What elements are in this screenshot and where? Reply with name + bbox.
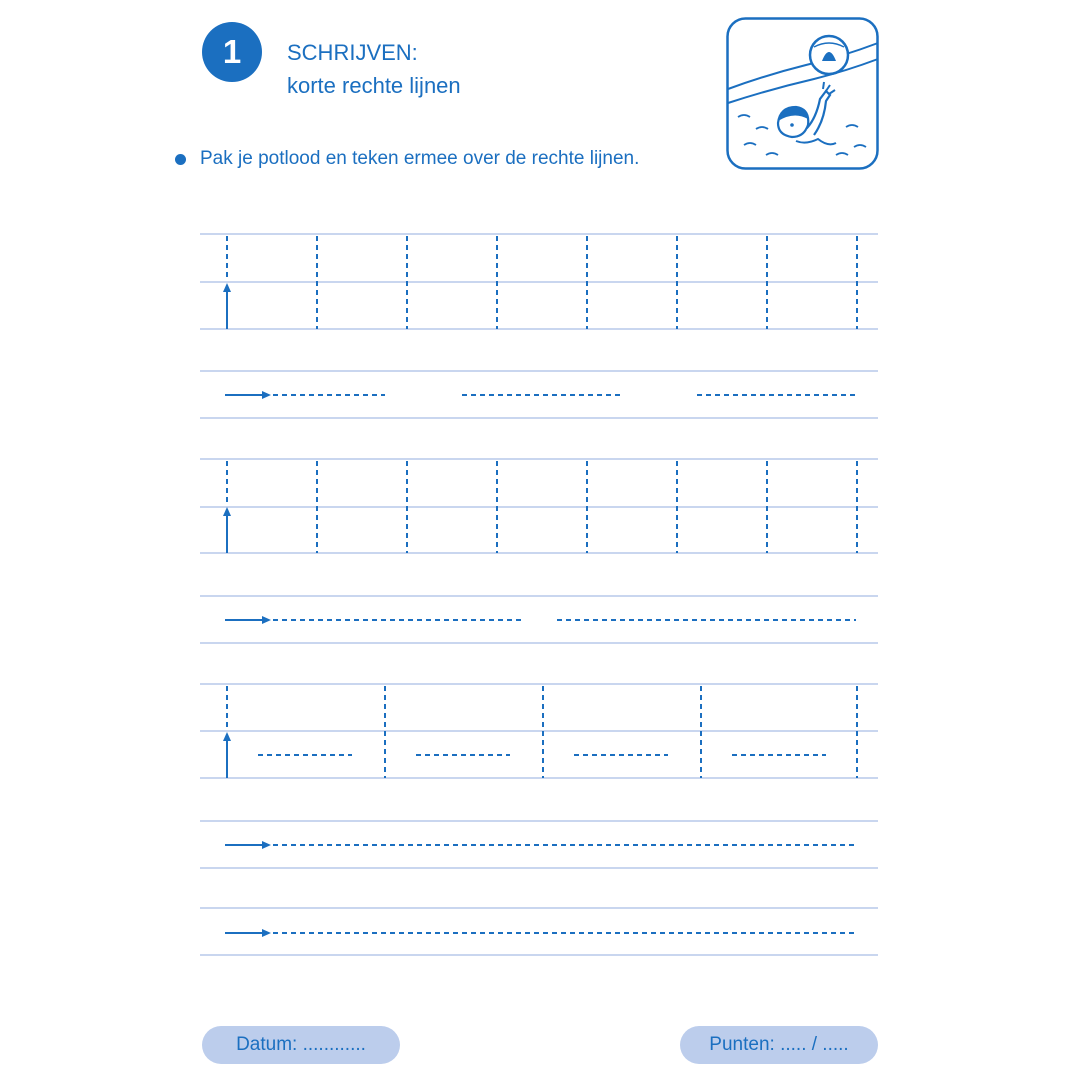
datum-field[interactable]: [202, 1026, 400, 1064]
title-line-1: SCHRIJVEN:: [287, 40, 418, 65]
punten-field[interactable]: [680, 1026, 878, 1064]
arrow-head-icon: [262, 391, 271, 399]
arrow-head-icon: [262, 841, 271, 849]
arrow-head-icon: [262, 616, 271, 624]
instruction-text: Pak je potlood en teken ermee over de rechte lijnen.: [200, 148, 640, 169]
arrow-head-icon: [223, 283, 231, 292]
arrow-head-icon: [262, 929, 271, 937]
tracing-lines[interactable]: [223, 236, 857, 937]
title-line-2: korte rechte lijnen: [287, 73, 461, 98]
exercise-number: 1: [222, 33, 242, 70]
arrow-head-icon: [223, 507, 231, 516]
guide-lines: [200, 234, 878, 955]
datum-label: Datum: ............: [236, 1034, 366, 1055]
punten-label: Punten: ..... / .....: [709, 1034, 849, 1055]
arrow-head-icon: [223, 732, 231, 741]
